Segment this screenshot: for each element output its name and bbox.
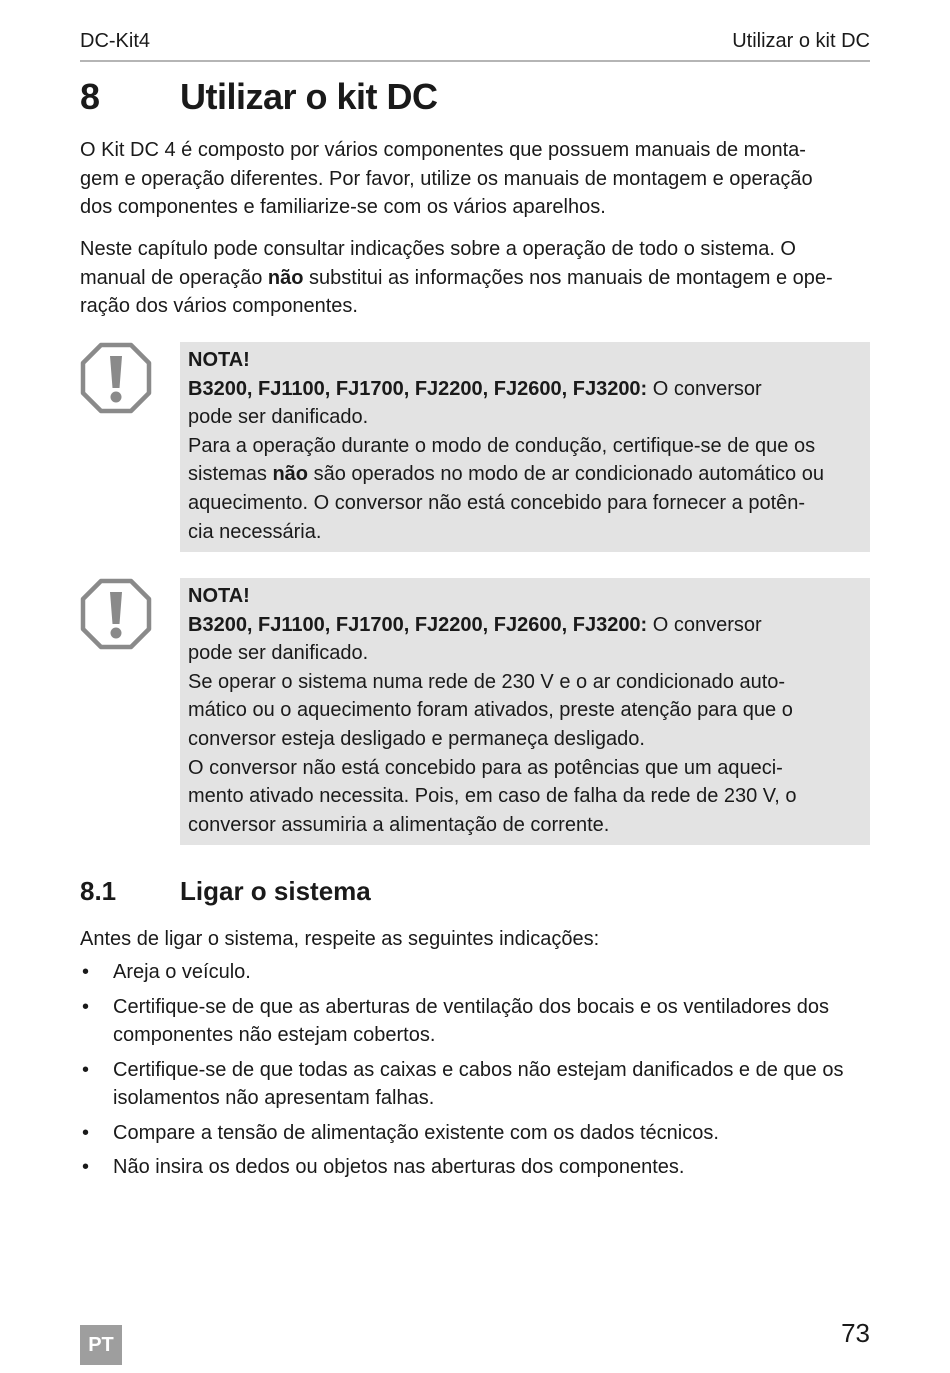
note-line: O conversor não está concebido para as potências que um aqueci- bbox=[188, 756, 783, 779]
list-item bbox=[80, 1119, 870, 1148]
note-line: pode ser danificado. bbox=[188, 406, 369, 429]
instruction-list bbox=[80, 958, 870, 1188]
running-header bbox=[80, 30, 870, 62]
note-models: B3200, FJ1100, FJ1700, FJ2200, FJ2600, FJ3200: bbox=[188, 377, 648, 400]
note-line: aquecimento. O conversor não está concebido para fornecer a potên- bbox=[188, 491, 806, 514]
text-line: gem e operação diferentes. Por favor, utilize os manuais de montagem e operação bbox=[80, 167, 813, 190]
subsection-number: 8.1 bbox=[80, 876, 117, 906]
note-models-line bbox=[188, 611, 860, 640]
note-title: NOTA! bbox=[188, 349, 250, 371]
bullet-icon: • bbox=[82, 1121, 90, 1144]
header-chapter-title: Utilizar o kit DC bbox=[732, 30, 870, 52]
text-line: Neste capítulo pode consultar indicações sobre a operação de todo o sistema. O bbox=[80, 238, 796, 260]
warning-octagon-icon bbox=[80, 342, 152, 414]
list-item-text: Areja o veículo. bbox=[113, 961, 251, 983]
text-line: ração dos vários componentes. bbox=[80, 295, 358, 317]
list-item bbox=[80, 993, 870, 1050]
note-models-rest: O conversor bbox=[647, 613, 762, 636]
text-line: dos componentes e familiarize-se com os vários aparelhos. bbox=[80, 196, 606, 218]
note-line-end: são operados no modo de ar condicionado automático ou bbox=[308, 463, 824, 486]
list-item bbox=[80, 1153, 870, 1182]
note-line: conversor esteja desligado e permaneça desligado. bbox=[188, 727, 645, 750]
note-models: B3200, FJ1100, FJ1700, FJ2200, FJ2600, FJ3200: bbox=[188, 613, 648, 636]
intro-paragraph-2 bbox=[80, 235, 870, 321]
list-item-text: Não insira os dedos ou objetos nas aberturas dos componentes. bbox=[113, 1156, 685, 1178]
list-item-text: Certifique-se de que as aberturas de ventilação dos bocais e os ventiladores dos bbox=[113, 995, 829, 1018]
bullet-icon: • bbox=[82, 961, 90, 983]
list-item bbox=[80, 958, 870, 987]
subsection-title: Ligar o sistema bbox=[180, 876, 371, 906]
note-line: mento ativado necessita. Pois, em caso de falha da rede de 230 V, o bbox=[188, 785, 797, 808]
text-line-end: substitui as informações nos manuais de montagem e ope- bbox=[303, 266, 833, 289]
note-line: mático ou o aquecimento foram ativados, preste atenção para que o bbox=[188, 699, 793, 722]
bullet-icon: • bbox=[82, 1156, 90, 1178]
list-item-text: Compare a tensão de alimentação existente com os dados técnicos. bbox=[113, 1121, 719, 1144]
note-line: conversor assumiria a alimentação de corrente. bbox=[188, 813, 610, 836]
note-content bbox=[180, 578, 870, 845]
note-line-start: sistemas bbox=[188, 463, 273, 486]
emphasis-text: não bbox=[272, 463, 309, 486]
bullet-icon: • bbox=[82, 1058, 90, 1081]
note-models-line bbox=[188, 375, 860, 404]
note-line: Para a operação durante o modo de condução, certifique-se de que os bbox=[188, 434, 816, 457]
bullet-icon: • bbox=[82, 995, 90, 1018]
list-item bbox=[80, 1056, 870, 1113]
document-page bbox=[80, 0, 870, 1373]
header-product-name: DC-Kit4 bbox=[80, 30, 151, 52]
note-title: NOTA! bbox=[188, 585, 250, 607]
warning-octagon-icon bbox=[80, 578, 152, 650]
intro-paragraph-1 bbox=[80, 136, 870, 222]
subsection-intro: Antes de ligar o sistema, respeite as seguintes indicações: bbox=[80, 928, 600, 950]
emphasis-text: não bbox=[267, 266, 304, 289]
page-number: 73 bbox=[841, 1318, 870, 1348]
note-line: pode ser danificado. bbox=[188, 642, 369, 665]
section-title: Utilizar o kit DC bbox=[180, 76, 438, 117]
list-item-text: isolamentos não apresentam falhas. bbox=[113, 1087, 435, 1109]
note-models-rest: O conversor bbox=[647, 377, 762, 400]
note-line bbox=[188, 460, 860, 489]
list-item-text: componentes não estejam cobertos. bbox=[113, 1024, 436, 1046]
list-item-text: Certifique-se de que todas as caixas e cabos não estejam danificados e de que os bbox=[113, 1058, 844, 1081]
text-line: O Kit DC 4 é composto por vários componentes que possuem manuais de monta- bbox=[80, 139, 806, 161]
note-line: cia necessária. bbox=[188, 520, 322, 543]
note-content bbox=[180, 342, 870, 552]
text-line-start: manual de operação bbox=[80, 266, 268, 289]
language-badge: PT bbox=[80, 1325, 122, 1365]
note-line: Se operar o sistema numa rede de 230 V e o ar condicionado auto- bbox=[188, 670, 786, 693]
section-number: 8 bbox=[80, 76, 100, 117]
